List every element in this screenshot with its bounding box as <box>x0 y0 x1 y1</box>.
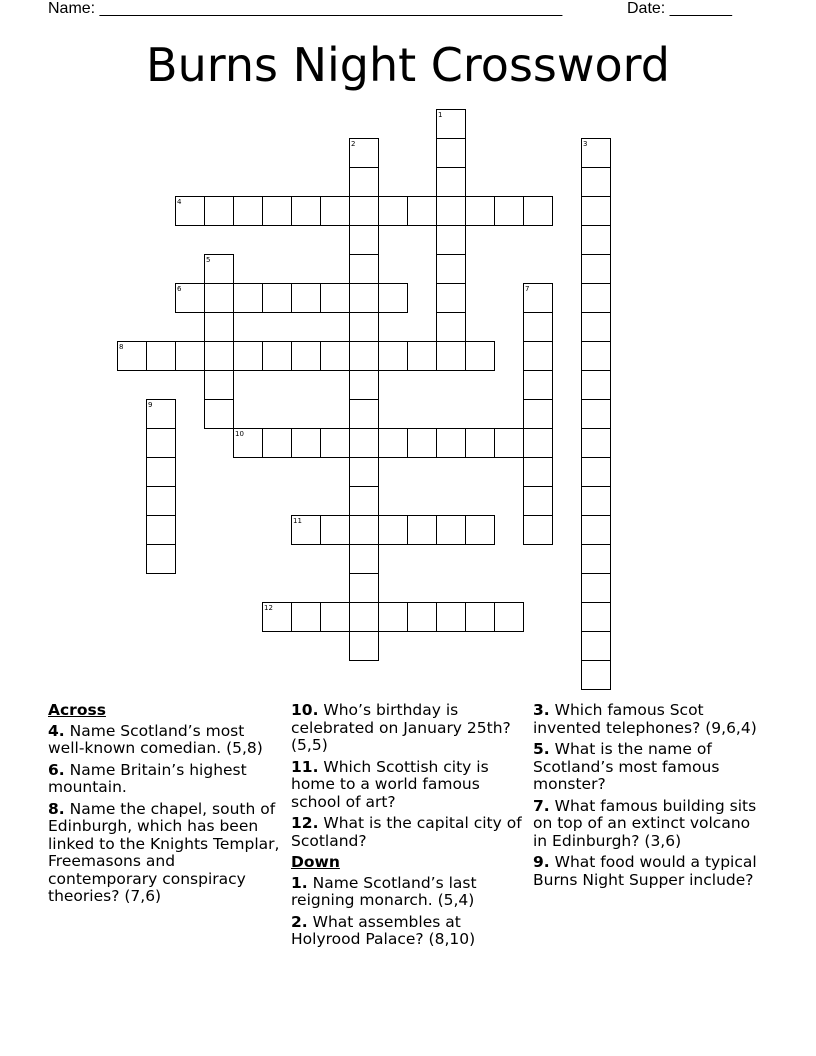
grid-cell[interactable] <box>581 399 611 429</box>
grid-cell[interactable] <box>436 312 466 342</box>
grid-cell[interactable] <box>349 312 379 342</box>
grid-cell[interactable] <box>349 254 379 284</box>
grid-cell[interactable] <box>581 602 611 632</box>
clue-down-1 <box>291 875 527 910</box>
grid-cell[interactable] <box>581 370 611 400</box>
page-title: Burns Night Crossword <box>146 38 670 92</box>
grid-cell[interactable] <box>523 196 553 226</box>
clue-down-2 <box>291 914 527 949</box>
clue-number: 12. <box>291 814 319 832</box>
grid-cell[interactable] <box>581 457 611 487</box>
grid-cell[interactable] <box>262 341 292 371</box>
clue-number: 8. <box>48 799 65 818</box>
grid-cell[interactable] <box>291 283 321 313</box>
clue-text: What is the capital city of Scotland? <box>291 814 522 850</box>
grid-cell[interactable] <box>581 515 611 545</box>
clue-across-8 <box>48 801 280 906</box>
clue-column-3 <box>533 702 768 893</box>
across-heading: Across <box>48 701 106 719</box>
grid-cell[interactable] <box>407 341 437 371</box>
grid-cell[interactable] <box>204 370 234 400</box>
grid-cell[interactable] <box>378 283 408 313</box>
clue-text: Name Britain’s highest mountain. <box>48 760 247 796</box>
grid-cell[interactable] <box>378 196 408 226</box>
grid-cell[interactable] <box>581 573 611 603</box>
grid-cell[interactable] <box>436 428 466 458</box>
grid-cell[interactable] <box>204 283 234 313</box>
grid-cell[interactable] <box>436 341 466 371</box>
clue-number: 2. <box>291 912 308 931</box>
grid-cell[interactable] <box>581 486 611 516</box>
down-heading: Down <box>291 853 340 871</box>
grid-cell[interactable] <box>146 428 176 458</box>
grid-cell[interactable] <box>349 167 379 197</box>
clue-down-5 <box>533 741 768 794</box>
grid-cell[interactable] <box>349 341 379 371</box>
grid-cell[interactable] <box>523 312 553 342</box>
grid-cell[interactable] <box>233 196 263 226</box>
name-field-label: Name: ____________________________________________________ <box>48 0 563 17</box>
grid-cell[interactable] <box>146 341 176 371</box>
grid-cell[interactable] <box>523 457 553 487</box>
grid-cell[interactable] <box>436 225 466 255</box>
grid-cell[interactable] <box>494 602 524 632</box>
grid-cell[interactable] <box>581 631 611 661</box>
clue-down-3 <box>533 702 768 737</box>
clue-text: Name Scotland’s last reigning monarch. (5,4) <box>291 873 477 909</box>
clue-number: 3. <box>533 701 550 719</box>
grid-cell[interactable] <box>349 457 379 487</box>
grid-cell[interactable] <box>349 486 379 516</box>
clue-text: What famous building sits on top of an extinct volcano in Edinburgh? (3,6) <box>533 796 757 850</box>
grid-cell[interactable] <box>291 428 321 458</box>
clue-text: Which famous Scot invented telephones? (9,6,4) <box>533 701 757 737</box>
clue-text: Who’s birthday is celebrated on January 25th? (5,5) <box>291 701 511 754</box>
clue-number: 10. <box>291 701 319 719</box>
grid-cell[interactable] <box>436 283 466 313</box>
grid-cell[interactable] <box>407 515 437 545</box>
grid-cell[interactable] <box>465 196 495 226</box>
grid-cell[interactable] <box>581 196 611 226</box>
grid-cell[interactable] <box>465 602 495 632</box>
grid-cell[interactable] <box>262 283 292 313</box>
grid-cell[interactable] <box>204 341 234 371</box>
clue-number: 11. <box>291 757 319 776</box>
clue-across-11 <box>291 759 527 812</box>
grid-cell[interactable] <box>320 428 350 458</box>
clue-number: 5. <box>533 740 550 758</box>
grid-cell[interactable] <box>291 602 321 632</box>
grid-cell[interactable] <box>204 312 234 342</box>
clue-number: 1. <box>291 873 308 892</box>
grid-cell[interactable] <box>581 341 611 371</box>
grid-cell[interactable] <box>581 428 611 458</box>
grid-cell[interactable] <box>523 341 553 371</box>
grid-cell[interactable] <box>436 167 466 197</box>
grid-cell[interactable] <box>581 660 611 690</box>
clue-text: Name Scotland’s most well-known comedian. (5,8) <box>48 721 263 757</box>
cell-number-6: 6 <box>177 285 182 293</box>
grid-cell[interactable] <box>581 254 611 284</box>
grid-cell[interactable] <box>523 515 553 545</box>
grid-cell[interactable] <box>233 341 263 371</box>
grid-cell[interactable] <box>436 138 466 168</box>
cell-number-5: 5 <box>206 256 211 264</box>
grid-cell[interactable] <box>204 196 234 226</box>
clue-down-9 <box>533 854 768 889</box>
clue-across-4 <box>48 723 280 758</box>
grid-cell[interactable] <box>320 602 350 632</box>
grid-cell[interactable] <box>349 399 379 429</box>
grid-cell[interactable] <box>378 515 408 545</box>
clue-text: What food would a typical Burns Night Supper include? <box>533 853 757 889</box>
grid-cell[interactable] <box>581 283 611 313</box>
grid-cell[interactable] <box>465 341 495 371</box>
grid-cell[interactable] <box>494 196 524 226</box>
grid-cell[interactable] <box>581 544 611 574</box>
grid-cell[interactable] <box>436 254 466 284</box>
grid-cell[interactable] <box>349 573 379 603</box>
cell-number-8: 8 <box>119 343 124 351</box>
grid-cell[interactable] <box>465 428 495 458</box>
grid-cell[interactable] <box>581 312 611 342</box>
grid-cell[interactable] <box>175 341 205 371</box>
cell-number-9: 9 <box>148 401 153 409</box>
grid-cell[interactable] <box>581 225 611 255</box>
grid-cell[interactable] <box>349 515 379 545</box>
grid-cell[interactable] <box>407 428 437 458</box>
clue-down-7 <box>533 798 768 851</box>
cell-number-12: 12 <box>264 604 273 612</box>
grid-cell[interactable] <box>436 196 466 226</box>
grid-cell[interactable] <box>320 196 350 226</box>
grid-cell[interactable] <box>146 515 176 545</box>
grid-cell[interactable] <box>523 486 553 516</box>
clue-column-2 <box>291 702 527 953</box>
grid-cell[interactable] <box>581 167 611 197</box>
clue-text: Name the chapel, south of Edinburgh, which has been linked to the Knights Templar, Freemasons and contemporary conspiracy theories? (7,6) <box>48 799 280 905</box>
clue-across-6 <box>48 762 280 797</box>
grid-cell[interactable] <box>262 428 292 458</box>
clue-across-12 <box>291 815 527 850</box>
date-field-label: Date: _______ <box>627 0 732 17</box>
grid-cell[interactable] <box>146 457 176 487</box>
clue-text: What assembles at Holyrood Palace? (8,10) <box>291 912 476 948</box>
cell-number-10: 10 <box>235 430 244 438</box>
grid-cell[interactable] <box>407 602 437 632</box>
grid-cell[interactable] <box>349 196 379 226</box>
cell-number-11: 11 <box>293 517 302 525</box>
clue-number: 4. <box>48 721 65 740</box>
grid-cell[interactable] <box>378 341 408 371</box>
clue-number: 7. <box>533 796 550 815</box>
grid-cell[interactable] <box>378 602 408 632</box>
grid-cell[interactable] <box>436 602 466 632</box>
grid-cell[interactable] <box>320 283 350 313</box>
grid-cell[interactable] <box>349 602 379 632</box>
grid-cell[interactable] <box>349 428 379 458</box>
grid-cell[interactable] <box>262 196 292 226</box>
grid-cell[interactable] <box>291 341 321 371</box>
grid-cell[interactable] <box>320 341 350 371</box>
grid-cell[interactable] <box>349 631 379 661</box>
cell-number-3: 3 <box>583 140 588 148</box>
grid-cell[interactable] <box>349 370 379 400</box>
grid-cell[interactable] <box>233 283 263 313</box>
grid-cell[interactable] <box>436 515 466 545</box>
grid-cell[interactable] <box>378 428 408 458</box>
grid-cell[interactable] <box>349 225 379 255</box>
clue-column-1 <box>48 702 280 910</box>
grid-cell[interactable] <box>494 428 524 458</box>
grid-cell[interactable] <box>523 428 553 458</box>
clue-text: Which Scottish city is home to a world famous school of art? <box>291 757 489 811</box>
grid-cell[interactable] <box>465 515 495 545</box>
clue-text: What is the name of Scotland’s most famous monster? <box>533 740 720 793</box>
grid-cell[interactable] <box>291 196 321 226</box>
cell-number-1: 1 <box>438 111 443 119</box>
grid-cell[interactable] <box>320 515 350 545</box>
grid-cell[interactable] <box>523 370 553 400</box>
clue-number: 9. <box>533 853 550 871</box>
cell-number-2: 2 <box>351 140 356 148</box>
grid-cell[interactable] <box>349 283 379 313</box>
grid-cell[interactable] <box>204 399 234 429</box>
clue-number: 6. <box>48 760 65 779</box>
clue-across-10 <box>291 702 527 755</box>
grid-cell[interactable] <box>407 196 437 226</box>
grid-cell[interactable] <box>146 486 176 516</box>
grid-cell[interactable] <box>146 544 176 574</box>
cell-number-7: 7 <box>525 285 530 293</box>
grid-cell[interactable] <box>523 399 553 429</box>
grid-cell[interactable] <box>349 544 379 574</box>
cell-number-4: 4 <box>177 198 182 206</box>
